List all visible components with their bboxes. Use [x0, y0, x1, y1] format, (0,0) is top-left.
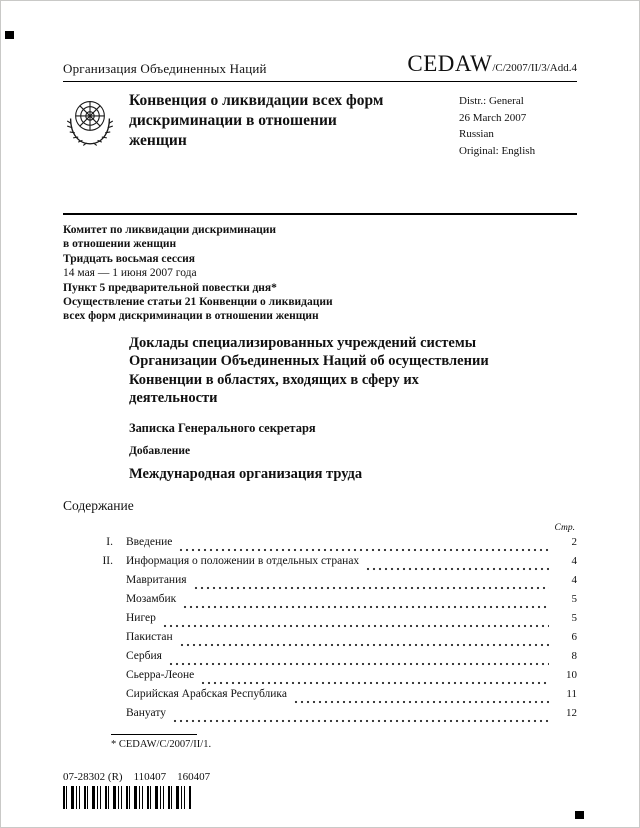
- toc-page-number: 8: [571, 649, 577, 662]
- session-title: Тридцать восьмая сессия: [63, 252, 195, 265]
- un-emblem-icon: [63, 91, 119, 213]
- dot-leader: [172, 719, 549, 723]
- toc-label: Сирийская Арабская Республика: [126, 687, 287, 700]
- note-by-secretary-general: Записка Генерального секретаря: [129, 420, 316, 435]
- toc-page-number: 4: [571, 573, 577, 586]
- toc-label: Мавритания: [126, 573, 187, 586]
- toc-label: Сербия: [126, 649, 162, 662]
- registration-mark: [575, 811, 584, 819]
- toc-page-number: 4: [571, 554, 577, 567]
- masthead: [63, 91, 577, 213]
- agenda-title-line1: Осуществление статьи 21 Конвенции о ликвидации: [63, 295, 333, 308]
- toc-row: [63, 669, 577, 688]
- toc-row: [63, 650, 577, 669]
- dot-leader: [179, 643, 549, 647]
- document-body: [129, 334, 577, 483]
- dot-leader: [178, 548, 549, 552]
- toc-numeral: I.: [106, 535, 113, 548]
- toc-row: [63, 612, 577, 631]
- masthead-rule: [63, 213, 577, 215]
- dot-leader: [193, 586, 549, 590]
- addendum-label: Добавление: [129, 444, 191, 457]
- toc-page-number: 5: [571, 611, 577, 624]
- toc-row: [63, 536, 577, 555]
- document-number: 07-28302 (R) 110407 160407: [63, 771, 211, 783]
- dot-leader: [162, 624, 549, 628]
- toc-page-number: 5: [571, 592, 577, 605]
- footnote-text: * CEDAW/C/2007/II/1.: [111, 738, 212, 750]
- dot-leader: [200, 681, 549, 685]
- agenda-title-line2: всех форм дискриминации в отношении женщин: [63, 310, 319, 323]
- footnote-rule: [111, 734, 197, 735]
- toc-row: [63, 688, 577, 707]
- distr-line: Distr.: General: [459, 95, 524, 107]
- toc-row: [63, 631, 577, 650]
- toc-row: [63, 555, 577, 574]
- dot-leader: [168, 662, 549, 666]
- convention-title: Конвенция о ликвидации всех форм дискриминации в отношении женщин: [129, 92, 384, 149]
- toc-label: Введение: [126, 535, 173, 548]
- committee-name-line2: в отношении женщин: [63, 238, 177, 251]
- original-line: Original: English: [459, 144, 536, 157]
- session-dates: 14 мая — 1 июня 2007 года: [63, 267, 197, 280]
- toc-page-number: 6: [571, 630, 577, 643]
- ilo-title: Международная организация труда: [129, 465, 363, 482]
- toc-numeral: II.: [102, 554, 113, 567]
- document-header: [63, 51, 577, 77]
- doc-symbol-suffix: /C/2007/II/3/Add.4: [492, 62, 577, 74]
- agenda-item: Пункт 5 предварительной повестки дня*: [63, 281, 277, 294]
- footnote-block: [63, 734, 577, 750]
- doc-symbol: [407, 51, 577, 77]
- toc-label: Мозамбик: [126, 592, 177, 605]
- org-name: Организация Объединенных Наций: [63, 61, 267, 76]
- header-rule: [63, 81, 577, 82]
- distribution-block: [459, 91, 577, 213]
- toc-label: Сьерра-Леоне: [126, 668, 195, 681]
- language-line: Russian: [459, 128, 494, 140]
- dot-leader: [365, 567, 549, 571]
- doc-symbol-main: CEDAW: [407, 51, 493, 76]
- contents-heading: Содержание: [63, 497, 134, 513]
- toc-row: [63, 574, 577, 593]
- registration-mark: [5, 31, 14, 39]
- committee-name-line1: Комитет по ликвидации дискриминации: [63, 224, 277, 236]
- toc-row: [63, 707, 577, 726]
- toc-label: Вануату: [126, 706, 166, 719]
- date-line: 26 March 2007: [459, 111, 527, 124]
- barcode: [63, 786, 191, 809]
- page-column-label: Стр.: [554, 522, 575, 533]
- dot-leader: [293, 700, 549, 704]
- toc-page-number: 11: [566, 687, 577, 700]
- report-title: Доклады специализированных учреждений системы Организации Объединенных Наций об осуществлении Конвенции в областях, входящих в сферу их деятельности: [129, 334, 489, 407]
- dot-leader: [182, 605, 549, 609]
- toc-page-number: 12: [566, 706, 577, 719]
- toc-label: Нигер: [126, 611, 156, 624]
- toc-page-number: 2: [571, 535, 577, 548]
- toc-label: Пакистан: [126, 630, 173, 643]
- toc-page-number: 10: [566, 668, 577, 681]
- toc-label: Информация о положении в отдельных странах: [126, 554, 360, 567]
- toc-row: [63, 593, 577, 612]
- table-of-contents: [63, 536, 577, 726]
- session-block: [63, 223, 577, 324]
